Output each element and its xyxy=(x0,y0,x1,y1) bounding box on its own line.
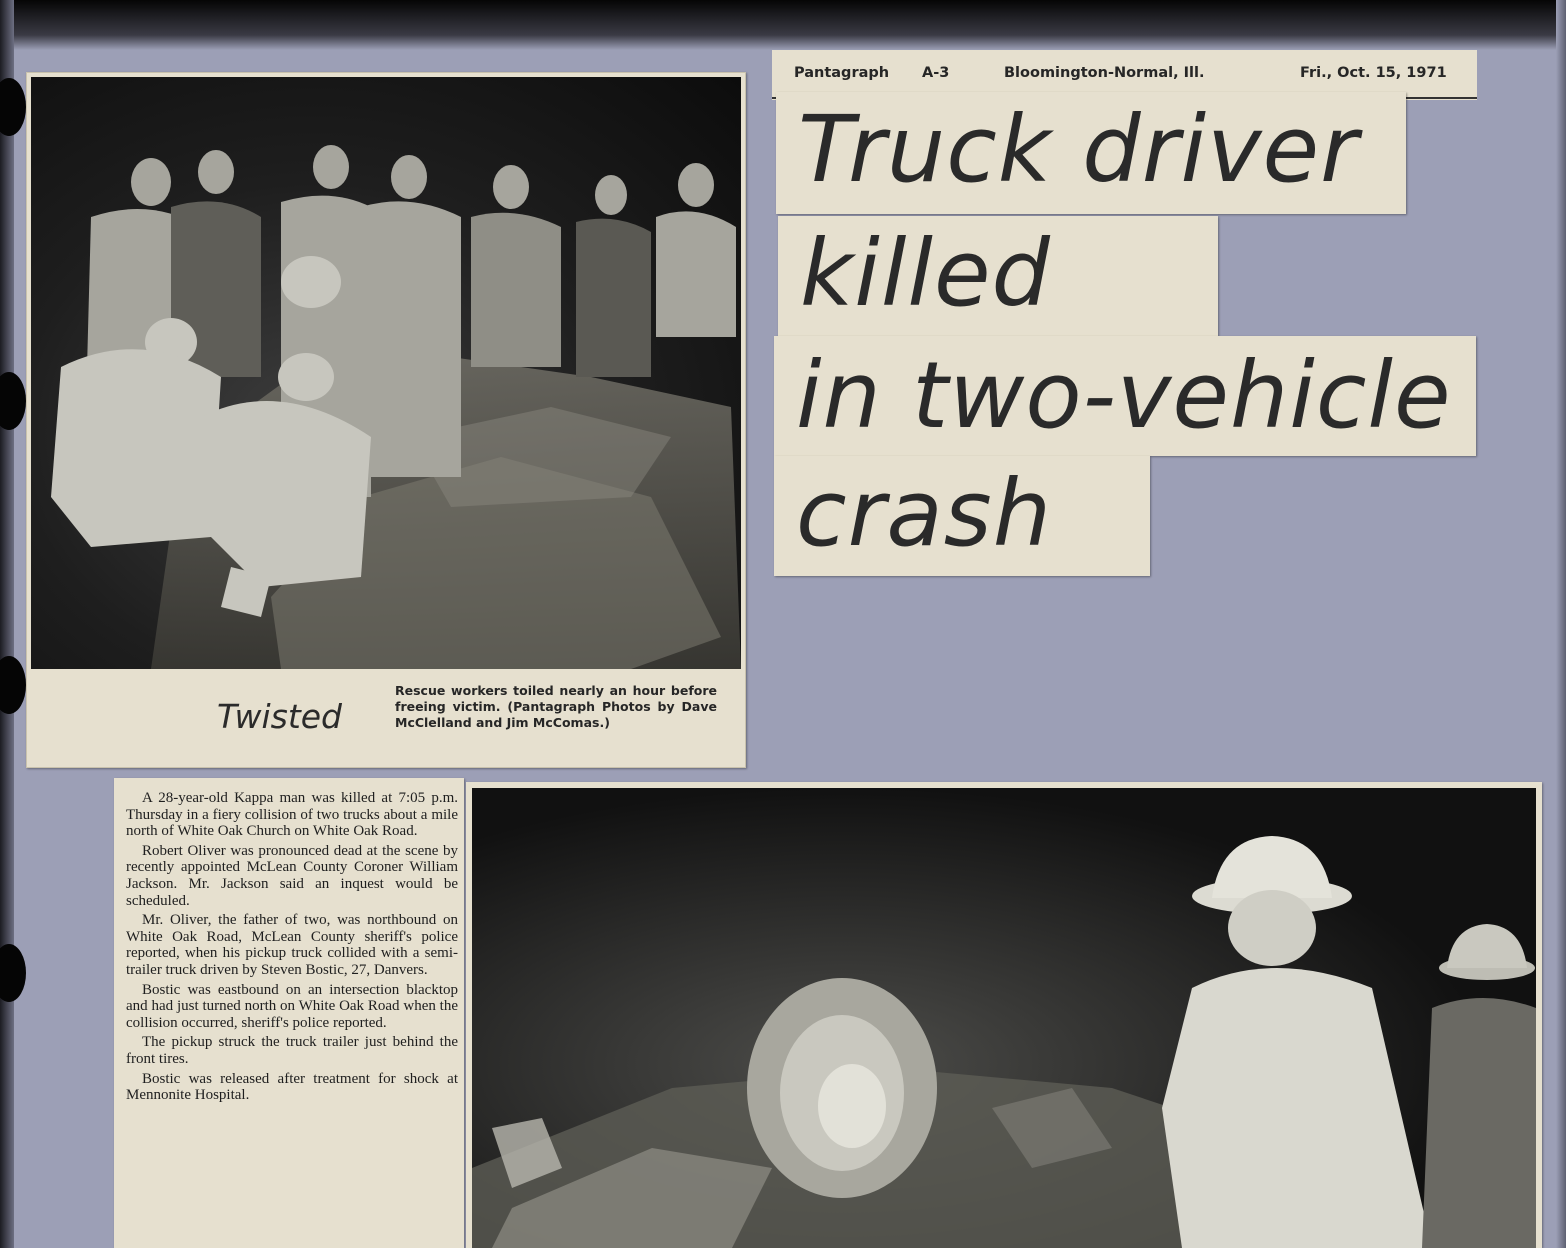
masthead-city: Bloomington-Normal, Ill. xyxy=(1004,65,1205,81)
binder-hole xyxy=(0,944,26,1002)
masthead-page: A-3 xyxy=(922,65,950,81)
headline-line-4: crash xyxy=(796,460,1053,567)
story-body xyxy=(126,790,458,1107)
story-paragraph: Mr. Oliver, the father of two, was northbound on White Oak Road, McLean County sheriff's police reported, when his pickup truck collided with a semi-trailer truck driven by Steven Bostic, 27, Danvers. xyxy=(126,912,458,978)
binder-hole xyxy=(0,372,26,430)
page-left-edge xyxy=(0,0,14,1248)
story-paragraph: The pickup struck the truck trailer just behind the front tires. xyxy=(126,1034,458,1067)
headline-strip xyxy=(776,92,1406,214)
headline-strip xyxy=(774,456,1150,576)
binder-hole xyxy=(0,78,26,136)
page-right-edge xyxy=(1556,0,1566,1248)
story-paragraph: Robert Oliver was pronounced dead at the scene by recently appointed McLean County Coroner William Jackson. Mr. Jackson said an inquest would be scheduled. xyxy=(126,842,458,909)
headline-line-2: killed xyxy=(800,220,1051,327)
page-top-edge xyxy=(0,0,1566,50)
masthead-date: Fri., Oct. 15, 1971 xyxy=(1300,65,1447,81)
story-paragraph: Bostic was released after treatment for shock at Mennonite Hospital. xyxy=(126,1070,458,1104)
story-paragraph: Bostic was eastbound on an intersection blacktop and had just turned north on White Oak Road when the collision occurred, sheriff's police reported. xyxy=(126,981,458,1031)
photo-caption-label: Twisted xyxy=(217,697,343,736)
rescue-scene-illustration xyxy=(31,77,741,669)
rescue-photo-clipping xyxy=(26,72,746,768)
masthead-paper: Pantagraph xyxy=(794,65,890,81)
story-paragraph: A 28-year-old Kappa man was killed at 7:05 p.m. Thursday in a fiery collision of two trucks about a mile north of White Oak Church on White Oak Road. xyxy=(126,790,458,840)
headline-strip xyxy=(774,336,1476,456)
rescue-workers-photo xyxy=(31,77,741,669)
headline-strip xyxy=(778,216,1218,336)
crash-scene-photo xyxy=(472,788,1536,1248)
binder-hole xyxy=(0,656,26,714)
crash-photo-clipping xyxy=(466,782,1542,1248)
photo-caption-text: Rescue workers toiled nearly an hour before freeing victim. (Pantagraph Photos by Dave McClelland and Jim McComas.) xyxy=(395,683,717,730)
headline-line-1: Truck driver xyxy=(798,96,1359,203)
story-clipping xyxy=(114,778,464,1248)
headline-line-3: in two-vehicle xyxy=(796,342,1452,449)
crash-scene-illustration xyxy=(472,788,1536,1248)
